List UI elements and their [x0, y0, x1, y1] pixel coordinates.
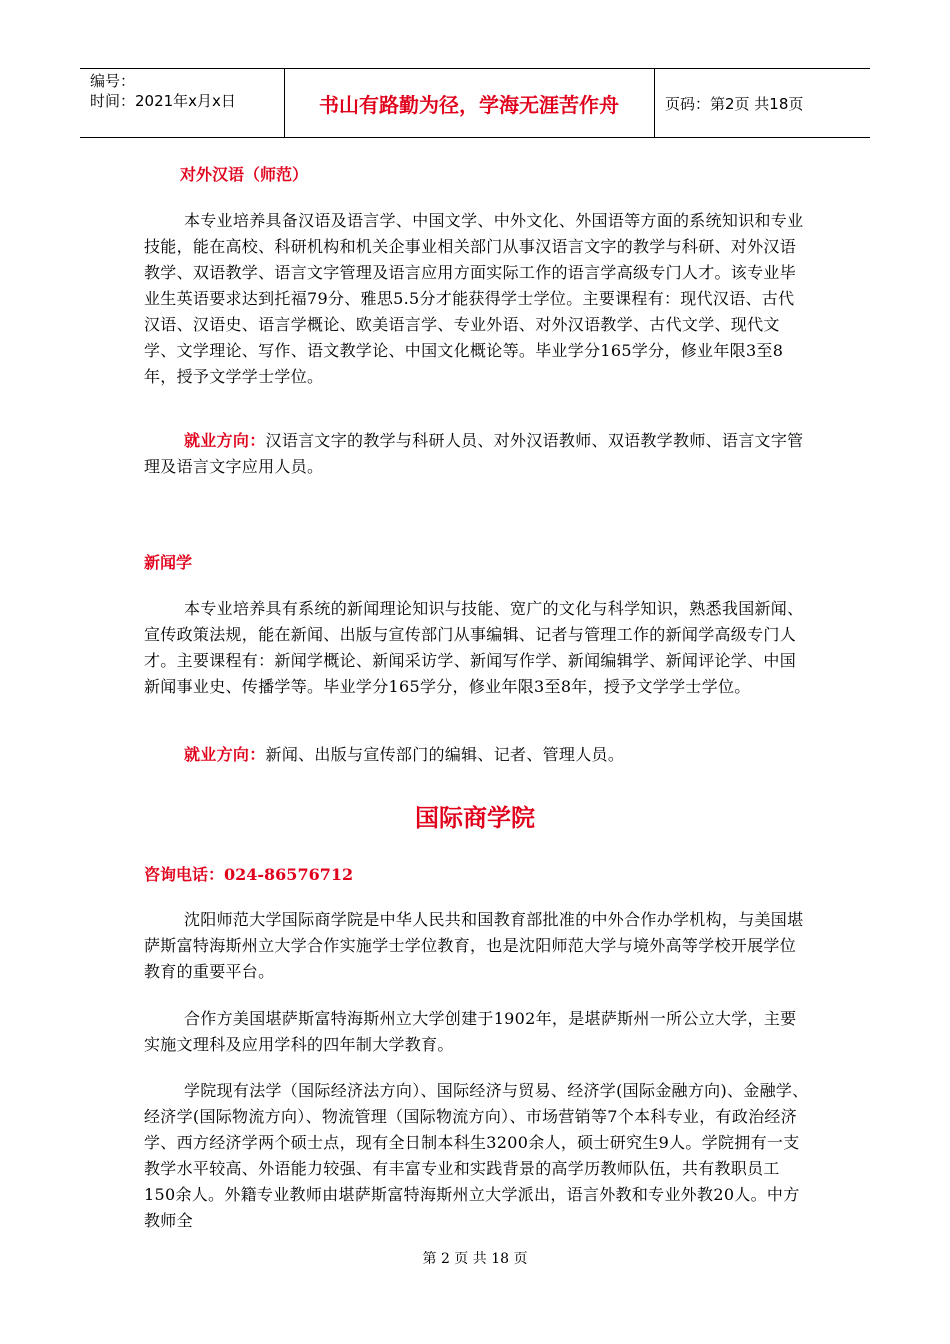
college-phone: 咨询电话：024-86576712 — [144, 865, 354, 884]
college-heading: 国际商学院 — [415, 803, 535, 832]
college-paragraph: 合作方美国堪萨斯富特海斯州立大学创建于1902年，是堪萨斯州一所公立大学，主要实施文理科及应用学科的四年制大学教育。 — [144, 1009, 797, 1054]
college-paragraph: 学院现有法学（国际经济法方向）、国际经济与贸易、经济学(国际金融方向)、金融学、经济学(国际物流方向）、物流管理（国际物流方向）、市场营销等7个本科专业，有政治经济学、西方经济学两个硕士点，现有全日制本科生3200余人，硕士研究生9人。学院拥有一支教学水平较高、外语能力较强、有丰富专业和实践背景的高学历教师队伍，共有教职员工150余人。外籍专业教师由堪萨斯富特海斯州立大学派出，语言外教和专业外教20人。中方教师全 — [144, 1081, 809, 1230]
document-date: 时间：2021年x月x日 — [90, 92, 236, 110]
employment-label: 就业方向： — [184, 431, 266, 450]
section-title-journalism: 新闻学 — [144, 553, 193, 572]
page-footer: 第 2 页 共 18 页 — [422, 1251, 528, 1267]
section-employment-tcfl: 就业方向：汉语言文字的教学与科研人员、对外汉语教师、双语教学教师、语言文字管理及语言文字应用人员。 — [144, 431, 804, 476]
section-body-journalism: 本专业培养具有系统的新闻理论知识与技能、宽广的文化与科学知识，熟悉我国新闻、宣传政策法规，能在新闻、出版与宣传部门从事编辑、记者与管理工作的新闻学高级专门人才。主要课程有：新闻学概论、新闻采访学、新闻写作学、新闻编辑学、新闻评论学、中国新闻事业史、传播学等。毕业学分165学分，修业年限3至8年，授予文学学士学位。 — [144, 599, 804, 696]
page-header — [80, 68, 870, 138]
section-body-tcfl: 本专业培养具备汉语及语言学、中国文学、中外文化、外国语等方面的系统知识和专业技能，能在高校、科研机构和机关企事业相关部门从事汉语言文字的教学与科研、对外汉语教学、双语教学、语言文字管理及语言应用方面实际工作的语言学高级专门人才。该专业毕业生英语要求达到托福79分、雅思5.5分才能获得学士学位。主要课程有：现代汉语、古代汉语、汉语史、语言学概论、欧美语言学、专业外语、对外汉语教学、古代文学、现代文学、文学理论、写作、语文教学论、中国文化概论等。毕业学分165学分，修业年限3至8年，授予文学学士学位。 — [144, 211, 804, 386]
header-motto: 书山有路勤为径，学海无涯苦作舟 — [319, 93, 619, 117]
section-title-tcfl: 对外汉语（师范） — [180, 165, 309, 184]
header-page-info: 页码：第2页 共18页 — [665, 95, 804, 113]
college-paragraph: 沈阳师范大学国际商学院是中华人民共和国教育部批准的中外合作办学机构，与美国堪萨斯富特海斯州立大学合作实施学士学位教育，也是沈阳师范大学与境外高等学校开展学位教育的重要平台。 — [144, 910, 804, 981]
employment-label: 就业方向： — [184, 745, 266, 764]
header-divider — [654, 69, 655, 137]
header-meta — [90, 71, 236, 111]
section-employment-journalism: 就业方向：新闻、出版与宣传部门的编辑、记者、管理人员。 — [184, 745, 625, 764]
document-number-label: 编号： — [90, 72, 136, 90]
